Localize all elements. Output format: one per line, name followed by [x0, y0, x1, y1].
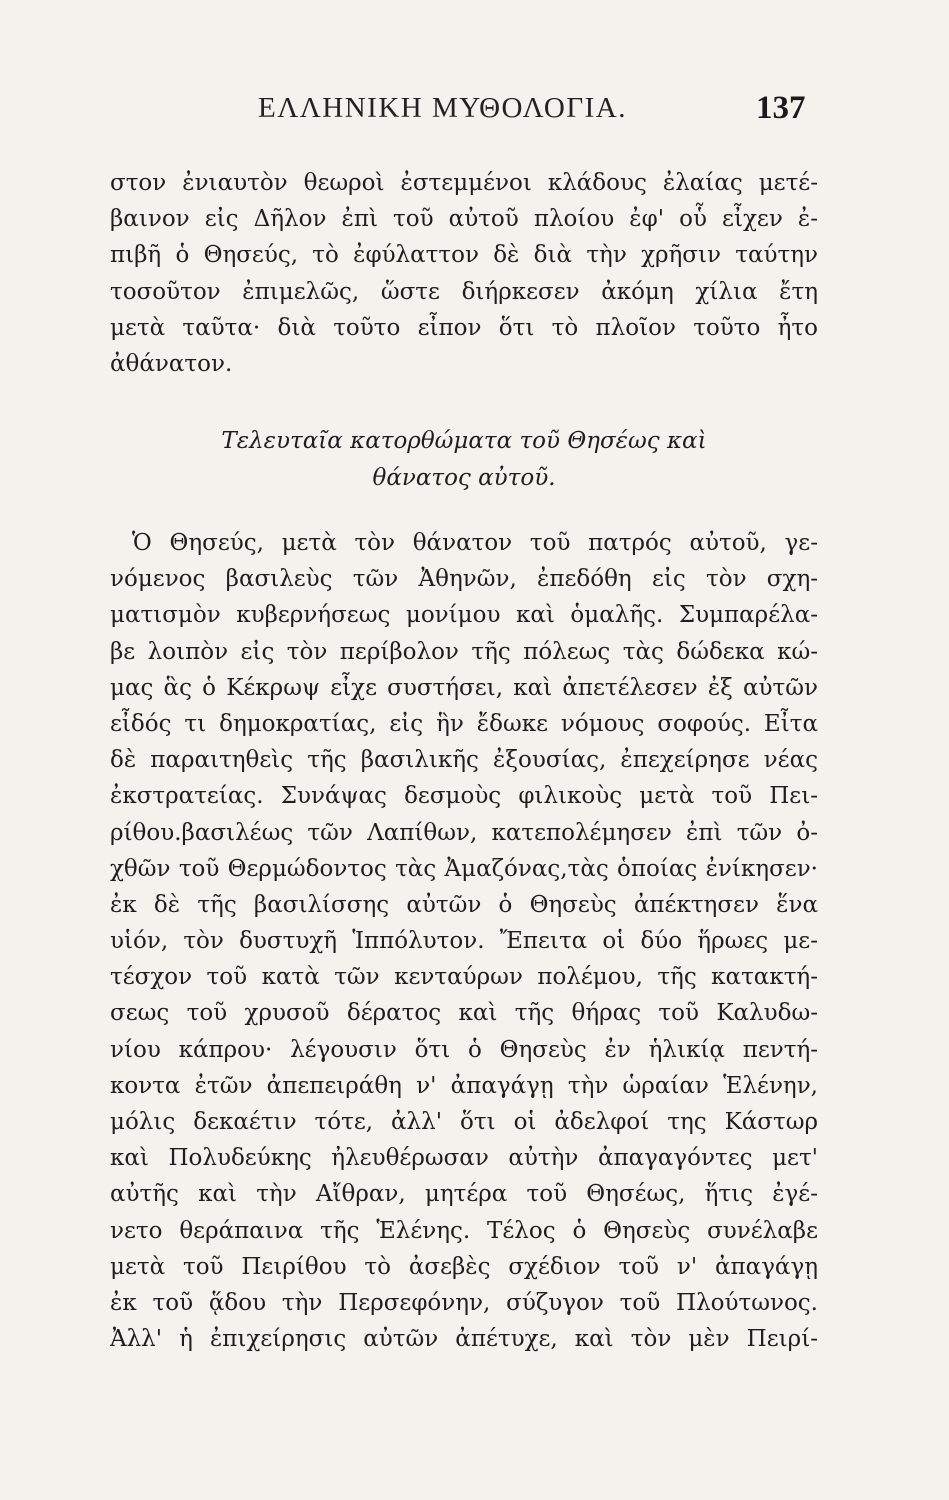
- text-line: πιβῆ ὁ Θησεύς, τὸ ἐφύλαττον δὲ διὰ τὴν χρῆσιν ταύτην: [110, 242, 818, 269]
- intro-paragraph: [110, 165, 818, 382]
- text-line: μετὰ τοῦ Πειρίθου τὸ ἀσεβὲς σχέδιον τοῦ ν' ἀπαγάγῃ: [110, 1253, 818, 1280]
- text-line: ἐκ τοῦ ᾅδου τὴν Περσεφόνην, σύζυγον τοῦ Πλούτωνος.: [110, 1289, 818, 1316]
- section-heading: [110, 423, 818, 497]
- text-line: ἀθάνατον.: [110, 350, 233, 377]
- text-line: ματισμὸν κυβερνήσεως μονίμου καὶ ὁμαλῆς. Συμπαρέλα-: [110, 602, 818, 629]
- text-line: τέσχον τοῦ κατὰ τῶν κενταύρων πολέμου, τῆς κατακτή-: [110, 964, 818, 991]
- page-header: [0, 92, 949, 132]
- text-line: νετο θεράπαινα τῆς Ἑλένης. Τέλος ὁ Θησεὺς συνέλαβε: [110, 1217, 818, 1244]
- text-line: κοντα ἐτῶν ἀπεπειράθη ν' ἀπαγάγῃ τὴν ὡραίαν Ἑλένην,: [110, 1072, 818, 1099]
- text-line: Ὁ Θησεύς, μετὰ τὸν θάνατον τοῦ πατρός αὐτοῦ, γε-: [132, 530, 818, 556]
- text-line: Ἀλλ' ἡ ἐπιχείρησις αὐτῶν ἀπέτυχε, καὶ τὸν μὲν Πειρί-: [110, 1326, 818, 1353]
- text-line: δὲ παραιτηθεὶς τῆς βασιλικῆς ἐξουσίας, ἐπεχείρησε νέας: [110, 747, 818, 774]
- text-line: χθῶν τοῦ Θερμώδοντος τὰς Ἀμαζόνας,τὰς ὁποίας ἐνίκησεν·: [110, 855, 818, 882]
- body-paragraph: [110, 525, 818, 1357]
- text-line: νίου κάπρου· λέγουσιν ὅτι ὁ Θησεὺς ἐν ἡλικίᾳ πεντή-: [110, 1036, 818, 1063]
- text-line: καὶ Πολυδεύκης ἠλευθέρωσαν αὐτὴν ἀπαγαγόντες μετ': [110, 1145, 818, 1172]
- text-line: μετὰ ταῦτα· διὰ τοῦτο εἶπον ὅτι τὸ πλοῖον τοῦτο ἦτο: [110, 314, 818, 341]
- text-line: ρίθου.βασιλέως τῶν Λαπίθων, κατεπολέμησεν ἐπὶ τῶν ὀ-: [110, 819, 818, 846]
- text-line: τοσοῦτον ἐπιμελῶς, ὥστε διήρκεσεν ἀκόμη χίλια ἔτη: [110, 278, 818, 305]
- text-line: υἱόν, τὸν δυστυχῆ Ἱππόλυτον. Ἔπειτα οἱ δύο ἥρωες με-: [110, 928, 818, 955]
- section-heading-line: θάνατος αὐτοῦ.: [372, 465, 556, 491]
- text-line: βαινον εἰς Δῆλον ἐπὶ τοῦ αὐτοῦ πλοίου ἐφ' οὗ εἶχεν ἐ-: [110, 206, 818, 233]
- text-line: βε λοιπὸν εἰς τὸν περίβολον τῆς πόλεως τὰς δώδεκα κώ-: [110, 638, 818, 665]
- section-heading-line: Τελευταῖα κατορθώματα τοῦ Θησέως καὶ: [221, 428, 707, 454]
- text-line: στον ἐνιαυτὸν θεωροὶ ἐστεμμένοι κλάδους ἐλαίας μετέ-: [110, 170, 818, 196]
- text-line: εἶδός τι δημοκρατίας, εἰς ἣν ἔδωκε νόμους σοφούς. Εἶτα: [110, 710, 818, 737]
- text-line: σεως τοῦ χρυσοῦ δέρατος καὶ τῆς θήρας τοῦ Καλυδω-: [110, 1000, 818, 1027]
- text-line: νόμενος βασιλεὺς τῶν Ἀθηνῶν, ἐπεδόθη εἰς τὸν σχη-: [110, 566, 818, 593]
- running-title: ΕΛΛΗΝΙΚΗ ΜΥΘΟΛΟΓΙΑ.: [258, 92, 627, 124]
- page-number: 137: [756, 90, 806, 126]
- text-line: μόλις δεκαέτιν τότε, ἀλλ' ὅτι οἱ ἀδελφοί της Κάστωρ: [110, 1109, 818, 1135]
- text-line: μας ἃς ὁ Κέκρωψ εἶχε συστήσει, καὶ ἀπετέλεσεν ἐξ αὐτῶν: [110, 674, 818, 701]
- text-line: ἐκ δὲ τῆς βασιλίσσης αὐτῶν ὁ Θησεὺς ἀπέκτησεν ἕνα: [110, 891, 818, 918]
- text-line: ἐκστρατείας. Συνάψας δεσμοὺς φιλικοὺς μετὰ τοῦ Πει-: [110, 783, 818, 810]
- text-line: αὐτῆς καὶ τὴν Αἴθραν, μητέρα τοῦ Θησέως, ἥτις ἐγέ-: [110, 1181, 818, 1208]
